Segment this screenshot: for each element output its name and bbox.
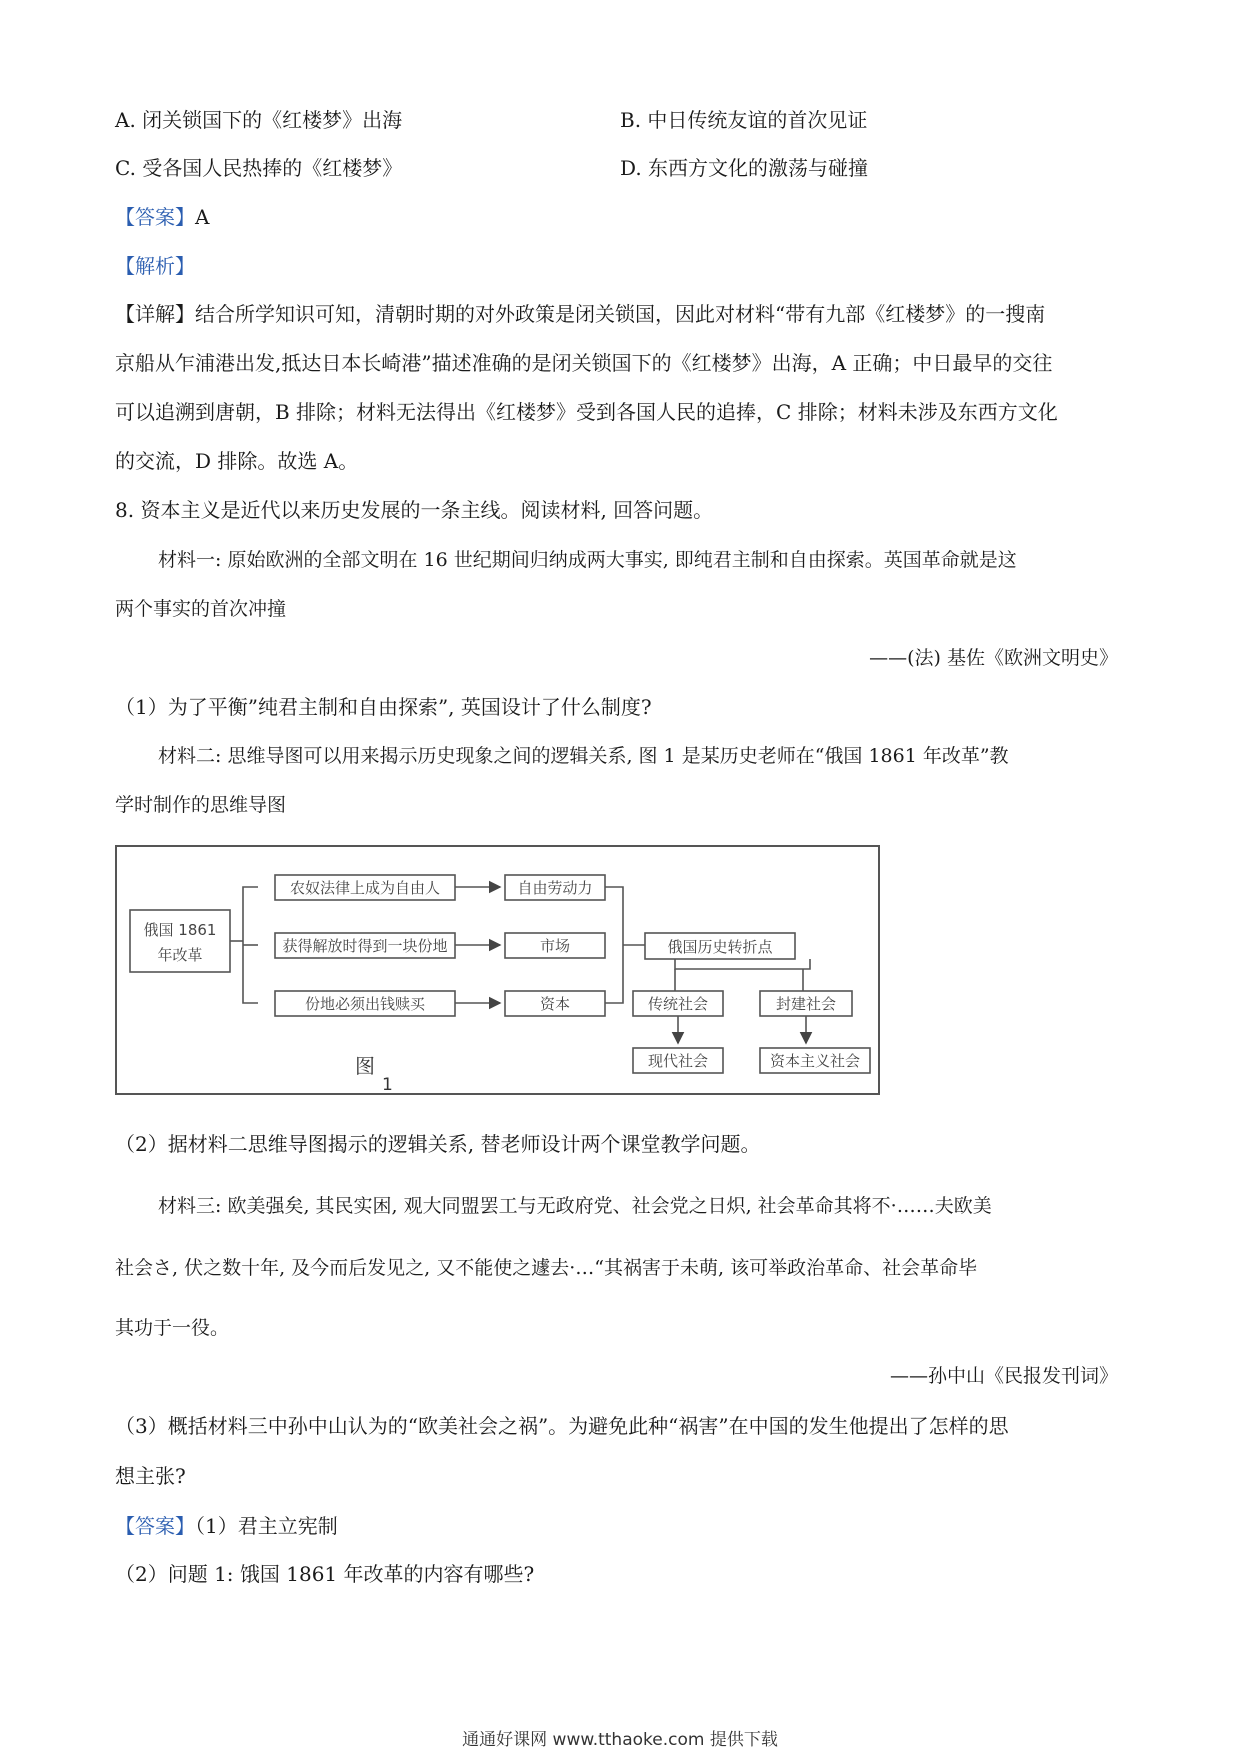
detail-line-3: 可以追溯到唐朝，B 排除；材料无法得出《红楼梦》受到各国人民的追捧，C 排除；材料未涉及东西方文化 <box>115 400 1058 424</box>
answer-tag: 【答案】 <box>115 205 195 229</box>
figure-number: 1 <box>382 1075 393 1095</box>
turn-text: 俄国历史转折点 <box>667 938 773 956</box>
option-b: B. 中日传统友谊的首次见证 <box>620 108 868 132</box>
answer-8-2: （2）问题 1: 饿国 1861 年改革的内容有哪些? <box>115 1562 535 1586</box>
material-1-line-1: 材料一: 原始欧洲的全部文明在 16 世纪期间归纳成两大事实, 即纯君主制和自由探索。英国革命就是这 <box>158 549 1017 571</box>
answer-8-1: （1）君主立宪制 <box>195 1514 338 1538</box>
answer-8-tag: 【答案】 <box>115 1514 195 1538</box>
question-8-3-line-1: （3）概括材料三中孙中山认为的“欧美社会之祸”。为避免此种“祸害”在中国的发生他提出了怎样的思 <box>115 1414 1009 1438</box>
result-text-3: 资本 <box>539 995 571 1013</box>
tier-text-2: 封建社会 <box>775 995 837 1013</box>
question-8-2: （2）据材料二思维导图揭示的逻辑关系, 替老师设计两个课堂教学问题。 <box>115 1132 761 1156</box>
analysis-tag: 【解析】 <box>115 254 195 278</box>
material-3-line-3: 其功于一役。 <box>115 1317 230 1339</box>
question-8-1: （1）为了平衡”纯君主制和自由探索”, 英国设计了什么制度? <box>115 695 652 719</box>
detail-tag: 【详解】 <box>115 302 195 326</box>
bottom-text-2: 资本主义社会 <box>769 1052 861 1070</box>
answer-value: A <box>195 205 210 229</box>
option-c: C. 受各国人民热捧的《红楼梦》 <box>115 156 403 180</box>
material-1-source: ——(法) 基佐《欧洲文明史》 <box>869 647 1118 669</box>
question-8-stem: 8. 资本主义是近代以来历史发展的一条主线。阅读材料, 回答问题。 <box>115 498 714 522</box>
material-3-source: ——孙中山《民报发刊词》 <box>889 1365 1118 1387</box>
answer-line <box>115 203 209 231</box>
answer-8-line-1 <box>115 1512 338 1540</box>
option-d: D. 东西方文化的激荡与碰撞 <box>620 156 869 180</box>
tier-text-1: 传统社会 <box>647 995 709 1013</box>
root-text-2: 年改革 <box>157 946 203 964</box>
option-a: A. 闭关锁国下的《红楼梦》出海 <box>115 108 403 132</box>
root-text-1: 俄国 1861 <box>143 921 217 939</box>
detail-text-1: 结合所学知识可知，清朝时期的对外政策是闭关锁国，因此对材料“带有九部《红楼梦》的一搜南 <box>195 302 1046 326</box>
detail-line-1 <box>115 300 1045 328</box>
cause-text-1: 农奴法律上成为自由人 <box>289 879 441 897</box>
material-2-line-1: 材料二: 思维导图可以用来揭示历史现象之间的逻辑关系, 图 1 是某历史老师在“俄国 1861 年改革”教 <box>158 745 1009 767</box>
detail-line-2: 京船从乍浦港出发,抵达日本长崎港”描述准确的是闭关锁国下的《红楼梦》出海，A 正确；中日最早的交往 <box>115 351 1053 375</box>
turn-split <box>675 959 810 969</box>
question-8-3-line-2: 想主张? <box>115 1464 186 1488</box>
result-text-2: 市场 <box>539 937 571 955</box>
result-text-1: 自由劳动力 <box>517 879 593 897</box>
detail-line-4: 的交流，D 排除。故选 A。 <box>115 449 359 473</box>
cause-text-2: 获得解放时得到一块份地 <box>282 937 448 955</box>
material-2-line-2: 学时制作的思维导图 <box>115 794 287 816</box>
material-1-line-2: 两个事实的首次冲撞 <box>115 598 287 620</box>
material-3-line-2: 社会さ, 伏之数十年, 及今而后发见之, 又不能使之遽去·…“其祸害于未萌, 该可举政治革命、社会革命毕 <box>115 1257 978 1279</box>
result-bracket <box>605 887 623 1003</box>
mind-map-diagram <box>115 845 880 1095</box>
cause-text-3: 份地必须出钱赎买 <box>304 995 426 1013</box>
figure-label: 图 <box>355 1054 375 1078</box>
bottom-text-1: 现代社会 <box>647 1052 709 1070</box>
material-3-line-1: 材料三: 欧美强矣, 其民实困, 观大同盟罢工与无政府党、社会党之日炽, 社会革命其将不·……夫欧美 <box>158 1195 992 1217</box>
page-footer: 通通好课网 www.tthaoke.com 提供下载 <box>462 1730 778 1750</box>
